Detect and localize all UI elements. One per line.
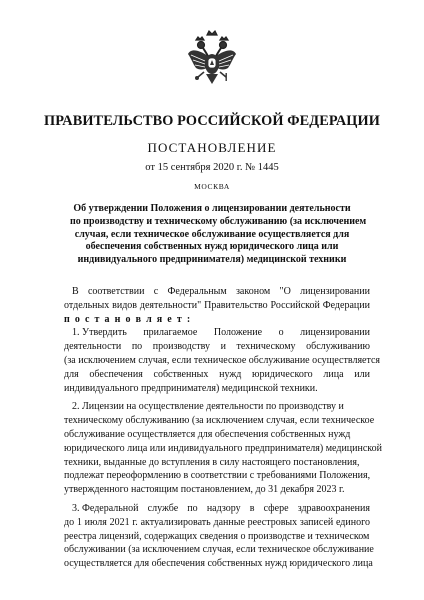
document-body [64,285,382,571]
word: законом [235,286,271,297]
word: Положение [213,327,263,339]
word: 3. Федеральной [72,502,139,514]
word: службе [147,502,179,514]
word: юридического [252,368,313,380]
body-line: обслуживание осуществляется для обеспечения собственных нужд [64,428,351,440]
body-line [64,326,370,340]
title-line: индивидуального предпринимателя) медицинской техники [77,254,347,266]
title-line: обеспечения собственных нужд юридического лица или [85,241,339,253]
word: видов [112,299,138,311]
word: надзору [206,502,241,514]
word: о [278,327,284,339]
document-type: ПОСТАНОВЛЕНИЕ [147,140,277,155]
word: данные [213,516,245,528]
word: отдельных [64,299,110,311]
word: с [153,286,159,297]
word: здравоохранения [297,502,370,514]
decree-word: п о с т а н о в л я е т : [64,313,192,325]
word: записей [299,516,334,528]
word: 1 [76,516,82,528]
government-name: ПРАВИТЕЛЬСТВО РОССИЙСКОЙ ФЕДЕРАЦИИ [44,113,380,129]
body-line: техническому обслуживанию (за исключением случая, если техническое [64,415,375,427]
body-line: осуществляется для обеспечения собственных нужд юридического лица [64,558,373,570]
body-line [64,313,370,327]
word: Федерации [322,299,370,311]
word: 2021 [109,516,130,528]
word: соответствии [87,286,145,297]
word: Федеральным [167,286,227,297]
body-line [64,299,370,313]
word: или [354,368,370,380]
word: деятельности [64,341,122,353]
word: техническому [236,341,296,353]
word: лица [323,368,344,380]
body-line: (за исключением случая, если техническое обслуживание осуществляется [64,354,381,366]
word: 1. Утвердить [72,327,127,339]
body-line [64,368,370,382]
word: Российской [270,299,320,311]
body-line [64,502,370,516]
word: лицензировании [300,286,370,297]
body-line: реестра лицензий, содержащих сведения о производстве и техническом [64,530,370,542]
document-title [70,203,367,267]
word: нужд [219,368,242,380]
word: производству [152,341,211,353]
title-line: случая, если техническое обслуживание осуществляется для [74,228,350,240]
body-line: подлежат переоформлению в соответствии с требованиями Положения, [64,470,371,482]
word: по [131,341,143,353]
body-line: юридического лица или индивидуального предпринимателя) медицинской [64,442,382,454]
word: для [64,368,79,380]
body-line [64,516,370,530]
word: реестровых [247,516,298,528]
body-line: индивидуального предпринимателя) медицинской техники. [64,382,318,394]
title-line: Об утверждении Положения о лицензировании деятельности [73,203,351,214]
title-line: по производству и техническому обслуживанию (за исключением [70,215,367,227]
word: по [187,502,198,514]
word: единого [336,516,370,528]
word: г. [132,516,138,528]
word: лицензировании [300,327,370,339]
body-line [64,285,370,299]
word: В [72,286,79,297]
word: в [249,502,255,514]
body-line: обслуживании (за исключением случая, если техническое обслуживание [64,544,374,556]
word: сфере [263,502,289,514]
word: до [64,516,75,528]
word: актуализировать [140,516,211,528]
body-line: утвержденного настоящим постановлением, до 31 декабря 2023 г. [64,484,345,496]
word: и [220,341,226,353]
body-line: 2. Лицензии на осуществление деятельности по производству и [72,401,344,413]
body-line: техники, выданные до вступления в силу настоящего постановления, [64,456,360,468]
body-line [64,340,370,354]
date-and-number: от 15 сентября 2020 г. № 1445 [145,162,279,173]
word: прилагаемое [143,327,198,339]
word: обеспечения [89,368,143,380]
word: собственных [153,368,209,380]
state-emblem-icon [187,28,237,86]
word: июля [84,516,107,528]
city: МОСКВА [194,182,230,191]
word: "О [279,286,291,297]
word: обслуживанию [306,341,370,353]
word: деятельности" [139,299,202,311]
word: Правительство [204,299,268,311]
